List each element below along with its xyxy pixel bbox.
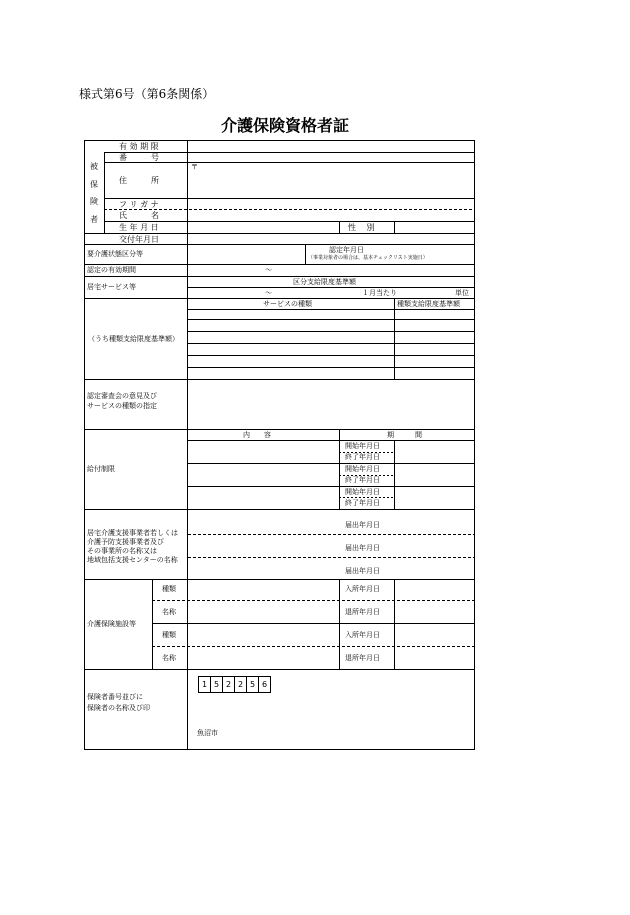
- insurer-digit: 2: [234, 676, 247, 693]
- address-label: 住 所: [119, 176, 159, 185]
- type-limit-sub-label: （うち種類支給限度基準額）: [88, 335, 179, 343]
- number-label: 番 号: [119, 153, 159, 162]
- insured-side-char-4: 者: [90, 215, 98, 224]
- per-month-label: １月当たり: [362, 289, 397, 297]
- support-label-line2: 介護予防支援事業者及び: [87, 538, 164, 546]
- start-date-label-3: 開始年月日: [345, 488, 380, 496]
- support-label-line1: 居宅介護支援事業者若しくは: [87, 529, 178, 537]
- enter-date-label-1: 入所年月日: [345, 585, 380, 593]
- support-label-line3: その事業所の名称又は: [87, 547, 157, 555]
- gender-label: 性 別: [348, 223, 375, 232]
- insurer-label-line1: 保険者番号並びに: [87, 693, 143, 701]
- page-title: 介護保険資格者証: [221, 116, 350, 135]
- form-reference: 様式第6号（第6条関係）: [79, 87, 215, 101]
- cert-period-label: 認定の有効期間: [87, 266, 136, 274]
- insurer-digit: 5: [210, 676, 223, 693]
- end-date-label-3: 終了年月日: [345, 499, 380, 507]
- opinion-label-line2: サービスの種類の指定: [87, 402, 157, 410]
- end-date-label-2: 終了年月日: [345, 476, 380, 484]
- insured-side-char-3: 険: [90, 197, 98, 206]
- support-label-line4: 地域包括支援センターの名称: [87, 556, 178, 564]
- start-date-label-2: 開始年月日: [345, 465, 380, 473]
- report-date-label-1: 届出年月日: [345, 521, 380, 529]
- insurer-digit: 1: [198, 676, 211, 693]
- name-label: 氏 名: [119, 211, 159, 220]
- insured-side-char-1: 被: [90, 162, 98, 171]
- opinion-label-line1: 認定審査会の意見及び: [87, 392, 157, 400]
- report-date-label-3: 届出年月日: [345, 567, 380, 575]
- exit-date-label-1: 退所年月日: [345, 608, 380, 616]
- insurer-digit: 6: [258, 676, 271, 693]
- limit-title: 区分支給限度基準額: [293, 278, 356, 286]
- care-level-label: 要介護状態区分等: [87, 250, 143, 258]
- facility-label: 介護保険施設等: [87, 620, 136, 628]
- insured-side-char-2: 保: [90, 180, 98, 189]
- benefit-period-header: 期 間: [387, 431, 422, 439]
- facility-name-label-1: 名称: [162, 608, 176, 616]
- limit-tilde: ～: [265, 289, 272, 297]
- facility-name-label-2: 名称: [162, 654, 176, 662]
- facility-kind-label-2: 種類: [162, 631, 176, 639]
- start-date-label-1: 開始年月日: [345, 442, 380, 450]
- cert-period-tilde: ～: [265, 266, 272, 274]
- unit-label: 単位: [455, 289, 469, 297]
- home-service-label: 居宅サービス等: [87, 283, 136, 291]
- benefit-limit-label: 給付制限: [87, 465, 115, 473]
- service-type-header: サービスの種類: [263, 300, 312, 308]
- furigana-label: フ リ ガ ナ: [119, 200, 159, 209]
- insurer-digit: 5: [246, 676, 259, 693]
- end-date-label-1: 終了年月日: [345, 453, 380, 461]
- type-limit-header: 種類支給限度基準額: [397, 300, 460, 308]
- facility-kind-label-1: 種類: [162, 585, 176, 593]
- validity-label: 有 効 期 限: [119, 142, 159, 151]
- cert-date-note: （事業対象者の場合は、基本チェックリスト実施日）: [308, 255, 428, 261]
- benefit-content-header: 内 容: [243, 431, 271, 439]
- postal-mark: 〒: [191, 163, 198, 171]
- insurer-city: 魚沼市: [197, 729, 218, 737]
- birthdate-label: 生 年 月 日: [119, 223, 159, 232]
- insurer-label-line2: 保険者の名称及び印: [87, 704, 150, 712]
- enter-date-label-2: 入所年月日: [345, 631, 380, 639]
- cert-date-label: 認定年月日: [329, 246, 364, 254]
- exit-date-label-2: 退所年月日: [345, 654, 380, 662]
- insurer-number-boxes: [199, 676, 271, 693]
- insurer-digit: 2: [222, 676, 235, 693]
- issue-date-label: 交付年月日: [119, 235, 159, 244]
- report-date-label-2: 届出年月日: [345, 544, 380, 552]
